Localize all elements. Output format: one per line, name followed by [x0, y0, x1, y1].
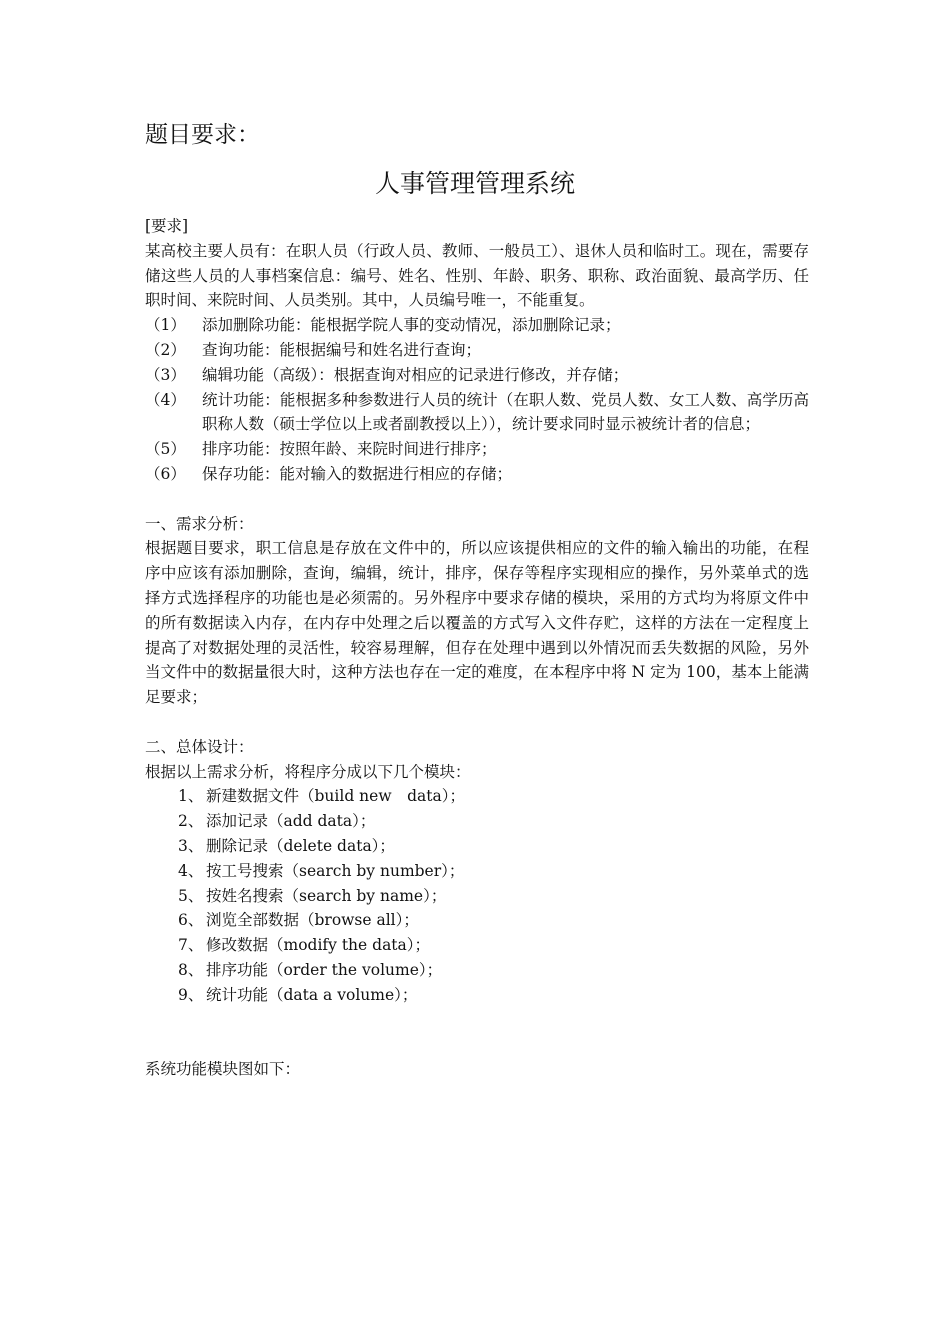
- analysis-heading: 一、需求分析：: [145, 514, 254, 533]
- requirement-item: [145, 462, 809, 487]
- module-number: 9、: [178, 985, 204, 1004]
- requirement-item: [145, 338, 809, 363]
- requirement-number: （4）: [145, 390, 186, 409]
- module-text: 按工号搜索（search by number）；: [206, 861, 465, 880]
- module-item: [178, 809, 809, 834]
- spacer: [145, 487, 809, 512]
- section-heading: 题目要求：: [145, 122, 260, 148]
- diagram-caption: 系统功能模块图如下：: [145, 1060, 301, 1079]
- requirement-text: 查询功能：能根据编号和姓名进行查询；: [202, 340, 482, 359]
- module-item: [178, 884, 809, 909]
- requirement-item: [145, 313, 809, 338]
- requirement-text: 添加删除功能：能根据学院人事的变动情况，添加删除记录；: [202, 316, 621, 335]
- analysis-paragraph: 根据题目要求，职工信息是存放在文件中的，所以应该提供相应的文件的输入输出的功能，在程序中应该有添加删除，查询，编辑，统计，排序，保存等程序实现相应的操作，另外菜单式的选择方式选择程序的功能也是必须需的。另外程序中要求存储的模块，采用的方式均为将原文件中的所有数据读入内存，在内存中处理之后以覆盖的方式写入文件存贮，这样的方法在一定程度上提高了对数据处理的灵活性，较容易理解，但存在处理中遇到以外情况而丢失数据的风险，另外当文件中的数据量很大时，这种方法也存在一定的难度，在本程序中将 N 定为 100，基本上能满足要求；: [145, 539, 809, 707]
- module-list: [145, 784, 809, 1007]
- module-number: 2、: [178, 812, 204, 831]
- module-text: 按姓名搜索（search by name）；: [206, 886, 447, 905]
- module-number: 3、: [178, 836, 204, 855]
- requirement-item: [145, 363, 809, 388]
- module-text: 排序功能（order the volume）；: [206, 960, 443, 979]
- module-text: 浏览全部数据（browse all）；: [206, 911, 419, 930]
- document-body: [145, 214, 809, 1082]
- document-title: 人事管理管理系统: [374, 169, 575, 198]
- module-item: [178, 983, 809, 1008]
- design-heading: 二、总体设计：: [145, 737, 254, 756]
- module-item: [178, 933, 809, 958]
- requirement-number: （1）: [145, 316, 186, 335]
- module-number: 5、: [178, 886, 204, 905]
- module-number: 8、: [178, 960, 204, 979]
- requirement-number: （3）: [145, 365, 186, 384]
- requirement-text: 保存功能：能对输入的数据进行相应的存储；: [202, 464, 513, 483]
- module-number: 1、: [178, 787, 204, 806]
- module-item: [178, 784, 809, 809]
- module-item: [178, 834, 809, 859]
- requirement-text: 排序功能：按照年龄、来院时间进行排序；: [202, 440, 497, 459]
- module-text: 统计功能（data a volume）；: [206, 985, 418, 1004]
- spacer: [145, 1008, 809, 1058]
- module-text: 修改数据（modify the data）；: [206, 936, 431, 955]
- module-text: 新建数据文件（build new data）；: [206, 787, 465, 806]
- module-number: 4、: [178, 861, 204, 880]
- design-intro: 根据以上需求分析，将程序分成以下几个模块：: [145, 762, 471, 781]
- requirement-item: [145, 437, 809, 462]
- requirement-text: 编辑功能（高级）：根据查询对相应的记录进行修改，并存储；: [202, 365, 629, 384]
- requirement-text: 统计功能：能根据多种参数进行人员的统计（在职人数、党员人数、女工人数、高学历高职称人数（硕士学位以上或者副教授以上）），统计要求同时显示被统计者的信息；: [202, 390, 809, 434]
- spacer: [145, 710, 809, 735]
- requirements-label: [要求]: [145, 217, 189, 235]
- module-item: [178, 958, 809, 983]
- requirements-intro: 某高校主要人员有：在职人员（行政人员、教师、一般员工）、退休人员和临时工。现在，需要存储这些人员的人事档案信息：编号、姓名、性别、年龄、职务、职称、政治面貌、最高学历、任职时间、来院时间、人员类别。其中，人员编号唯一，不能重复。: [145, 241, 809, 310]
- requirement-number: （6）: [145, 464, 186, 483]
- module-number: 7、: [178, 936, 204, 955]
- requirement-number: （5）: [145, 440, 186, 459]
- requirement-item: [145, 388, 809, 438]
- requirement-number: （2）: [145, 340, 186, 359]
- module-number: 6、: [178, 911, 204, 930]
- module-text: 添加记录（add data）；: [206, 812, 376, 831]
- module-text: 删除记录（delete data）；: [206, 836, 395, 855]
- module-item: [178, 908, 809, 933]
- module-item: [178, 859, 809, 884]
